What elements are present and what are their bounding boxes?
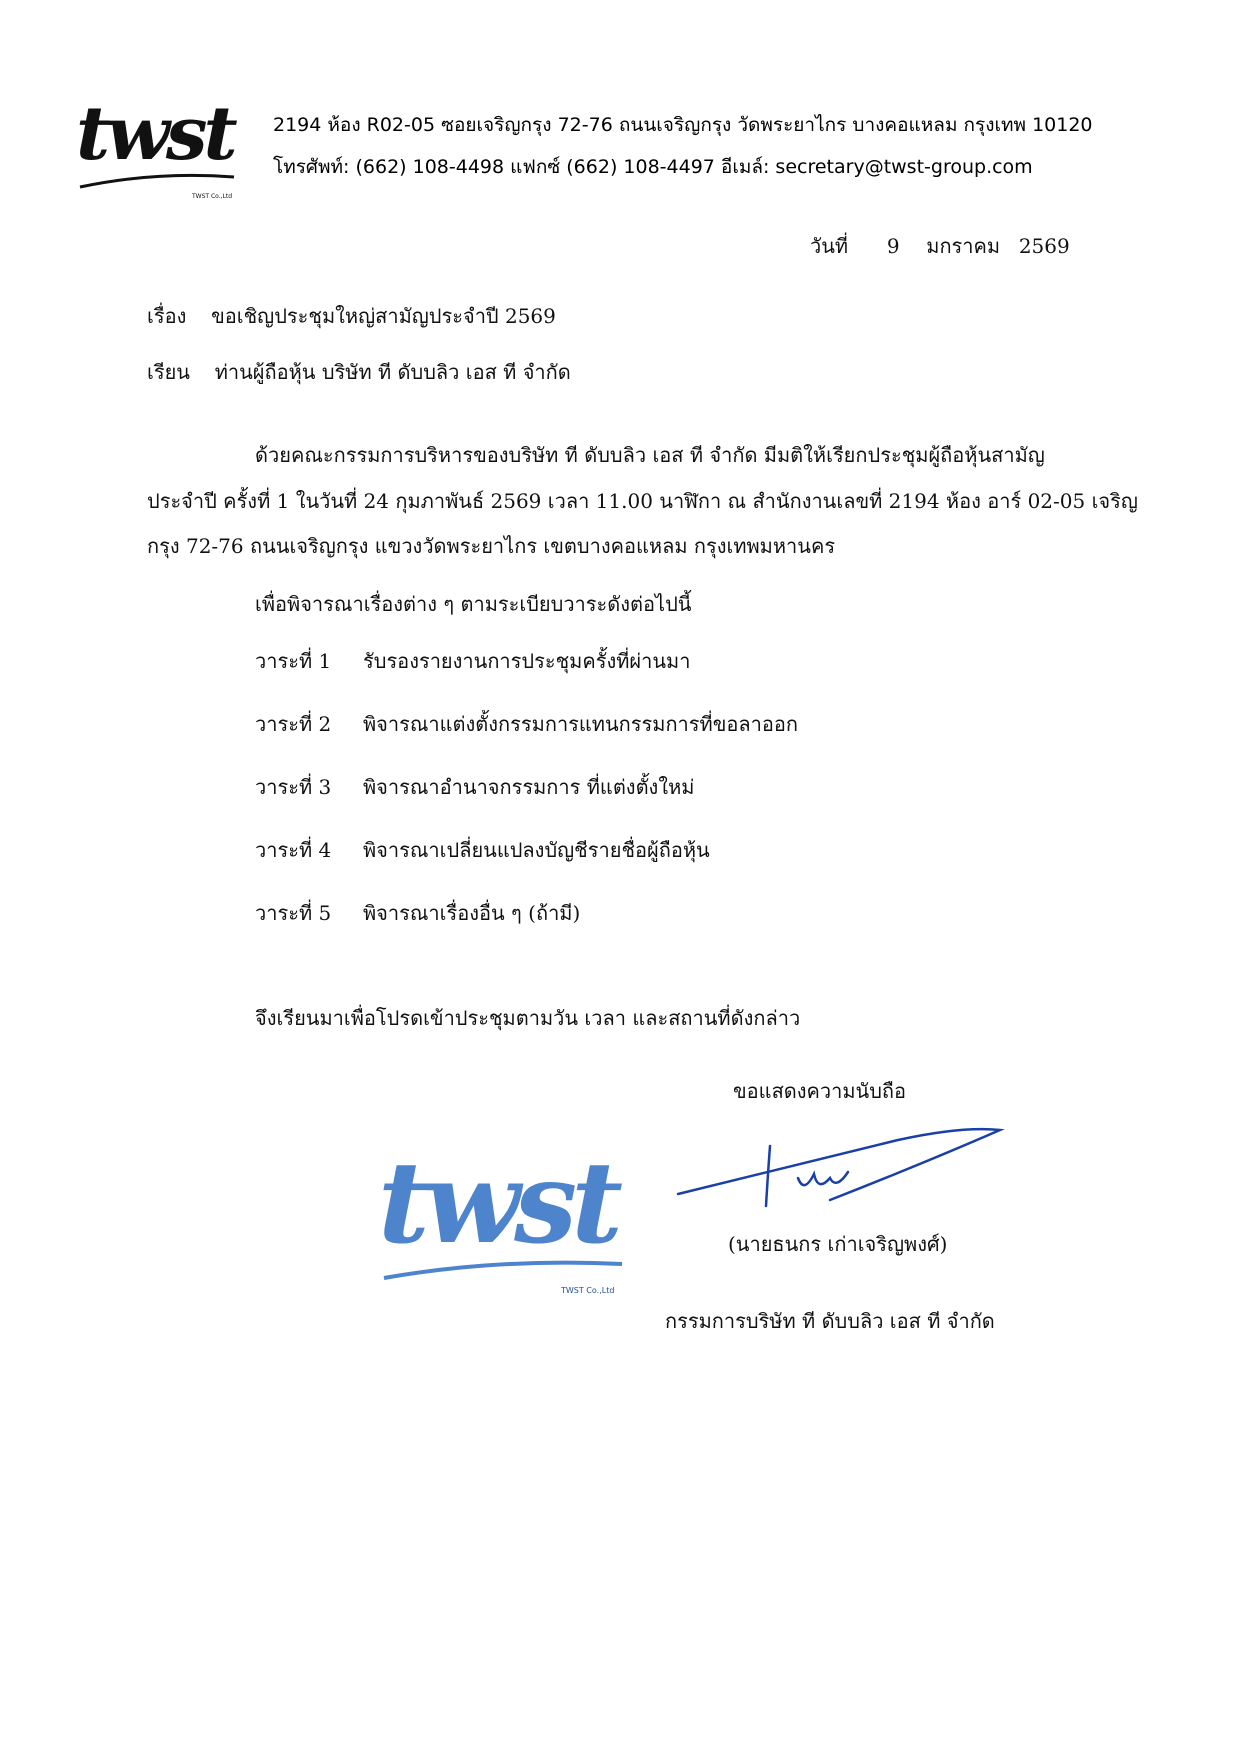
signer-name: (นายธนกร เก่าเจริญพงศ์): [728, 1232, 948, 1256]
logo-subtext: TWST Co.,Ltd: [192, 193, 233, 200]
company-stamp: [378, 1140, 628, 1300]
recipient-line: [147, 359, 571, 385]
agenda-number: วาระที่ 3: [255, 775, 332, 799]
company-logo: [76, 91, 236, 205]
recipient-label: เรียน: [147, 360, 190, 384]
agenda-number: วาระที่ 1: [255, 649, 332, 673]
body-line-3: กรุง 72-76 ถนนเจริญกรุง แขวงวัดพระยาไกร เขตบางคอแหลม กรุงเทพมหานคร: [147, 534, 836, 558]
agenda-number: วาระที่ 4: [255, 838, 332, 862]
letter-date: [810, 234, 1070, 258]
recipient-text: ท่านผู้ถือหุ้น บริษัท ที ดับบลิว เอส ที จำกัด: [214, 360, 571, 384]
agenda-number: วาระที่ 5: [255, 901, 332, 925]
agenda-item: [255, 648, 798, 674]
signature: [672, 1120, 1012, 1220]
body-line-1: ด้วยคณะกรรมการบริหารของบริษัท ที ดับบลิว เอส ที จำกัด มีมติให้เรียกประชุมผู้ถือหุ้นสามัญ: [255, 443, 1045, 467]
agenda-text: รับรองรายงานการประชุมครั้งที่ผ่านมา: [363, 649, 691, 673]
agenda-item: [255, 711, 798, 737]
agenda-item: [255, 900, 798, 926]
agenda-intro: เพื่อพิจารณาเรื่องต่าง ๆ ตามระเบียบวาระดังต่อไปนี้: [255, 592, 692, 616]
logo-text: twst: [76, 91, 234, 177]
date-day: 9: [886, 234, 900, 258]
body-line-2: ประจำปี ครั้งที่ 1 ในวันที่ 24 กุมภาพันธ์ 2569 เวลา 11.00 นาฬิกา ณ สำนักงานเลขที่ 2194 ห้อง อาร์ 02-05 เจริญ: [147, 489, 1138, 513]
agenda-item: [255, 774, 798, 800]
date-year: 2569: [1018, 234, 1070, 258]
address-line: 2194 ห้อง R02-05 ซอยเจริญกรุง 72-76 ถนนเจริญกรุง วัดพระยาไกร บางคอแหลม กรุงเทพ 10120: [273, 114, 1093, 136]
closing-invite: จึงเรียนมาเพื่อโปรดเข้าประชุมตามวัน เวลา และสถานที่ดังกล่าว: [255, 1006, 801, 1030]
agenda-list: [255, 648, 798, 926]
agenda-text: พิจารณาเรื่องอื่น ๆ (ถ้ามี): [363, 901, 581, 925]
agenda-text: พิจารณาแต่งตั้งกรรมการแทนกรรมการที่ขอลาออก: [363, 712, 799, 736]
agenda-text: พิจารณาอำนาจกรรมการ ที่แต่งตั้งใหม่: [363, 775, 695, 799]
closing-regards: ขอแสดงความนับถือ: [733, 1079, 907, 1103]
signer-position: กรรมการบริษัท ที ดับบลิว เอส ที จำกัด: [665, 1309, 995, 1333]
subject-text: ขอเชิญประชุมใหญ่สามัญประจำปี 2569: [211, 304, 556, 328]
date-month: มกราคม: [926, 234, 1001, 258]
signature-mark: [672, 1120, 1012, 1220]
agenda-item: [255, 837, 798, 863]
stamp-text: twst: [378, 1138, 617, 1269]
date-label: วันที่: [810, 234, 849, 258]
subject-label: เรื่อง: [147, 304, 187, 328]
subject-line: [147, 303, 556, 329]
agenda-text: พิจารณาเปลี่ยนแปลงบัญชีรายชื่อผู้ถือหุ้น: [363, 838, 710, 862]
stamp-subtext: TWST Co.,Ltd: [561, 1286, 615, 1295]
contact-line: โทรศัพท์: (662) 108-4498 แฟกซ์ (662) 108-4497 อีเมล์: secretary@twst-group.com: [273, 156, 1033, 178]
agenda-number: วาระที่ 2: [255, 712, 332, 736]
